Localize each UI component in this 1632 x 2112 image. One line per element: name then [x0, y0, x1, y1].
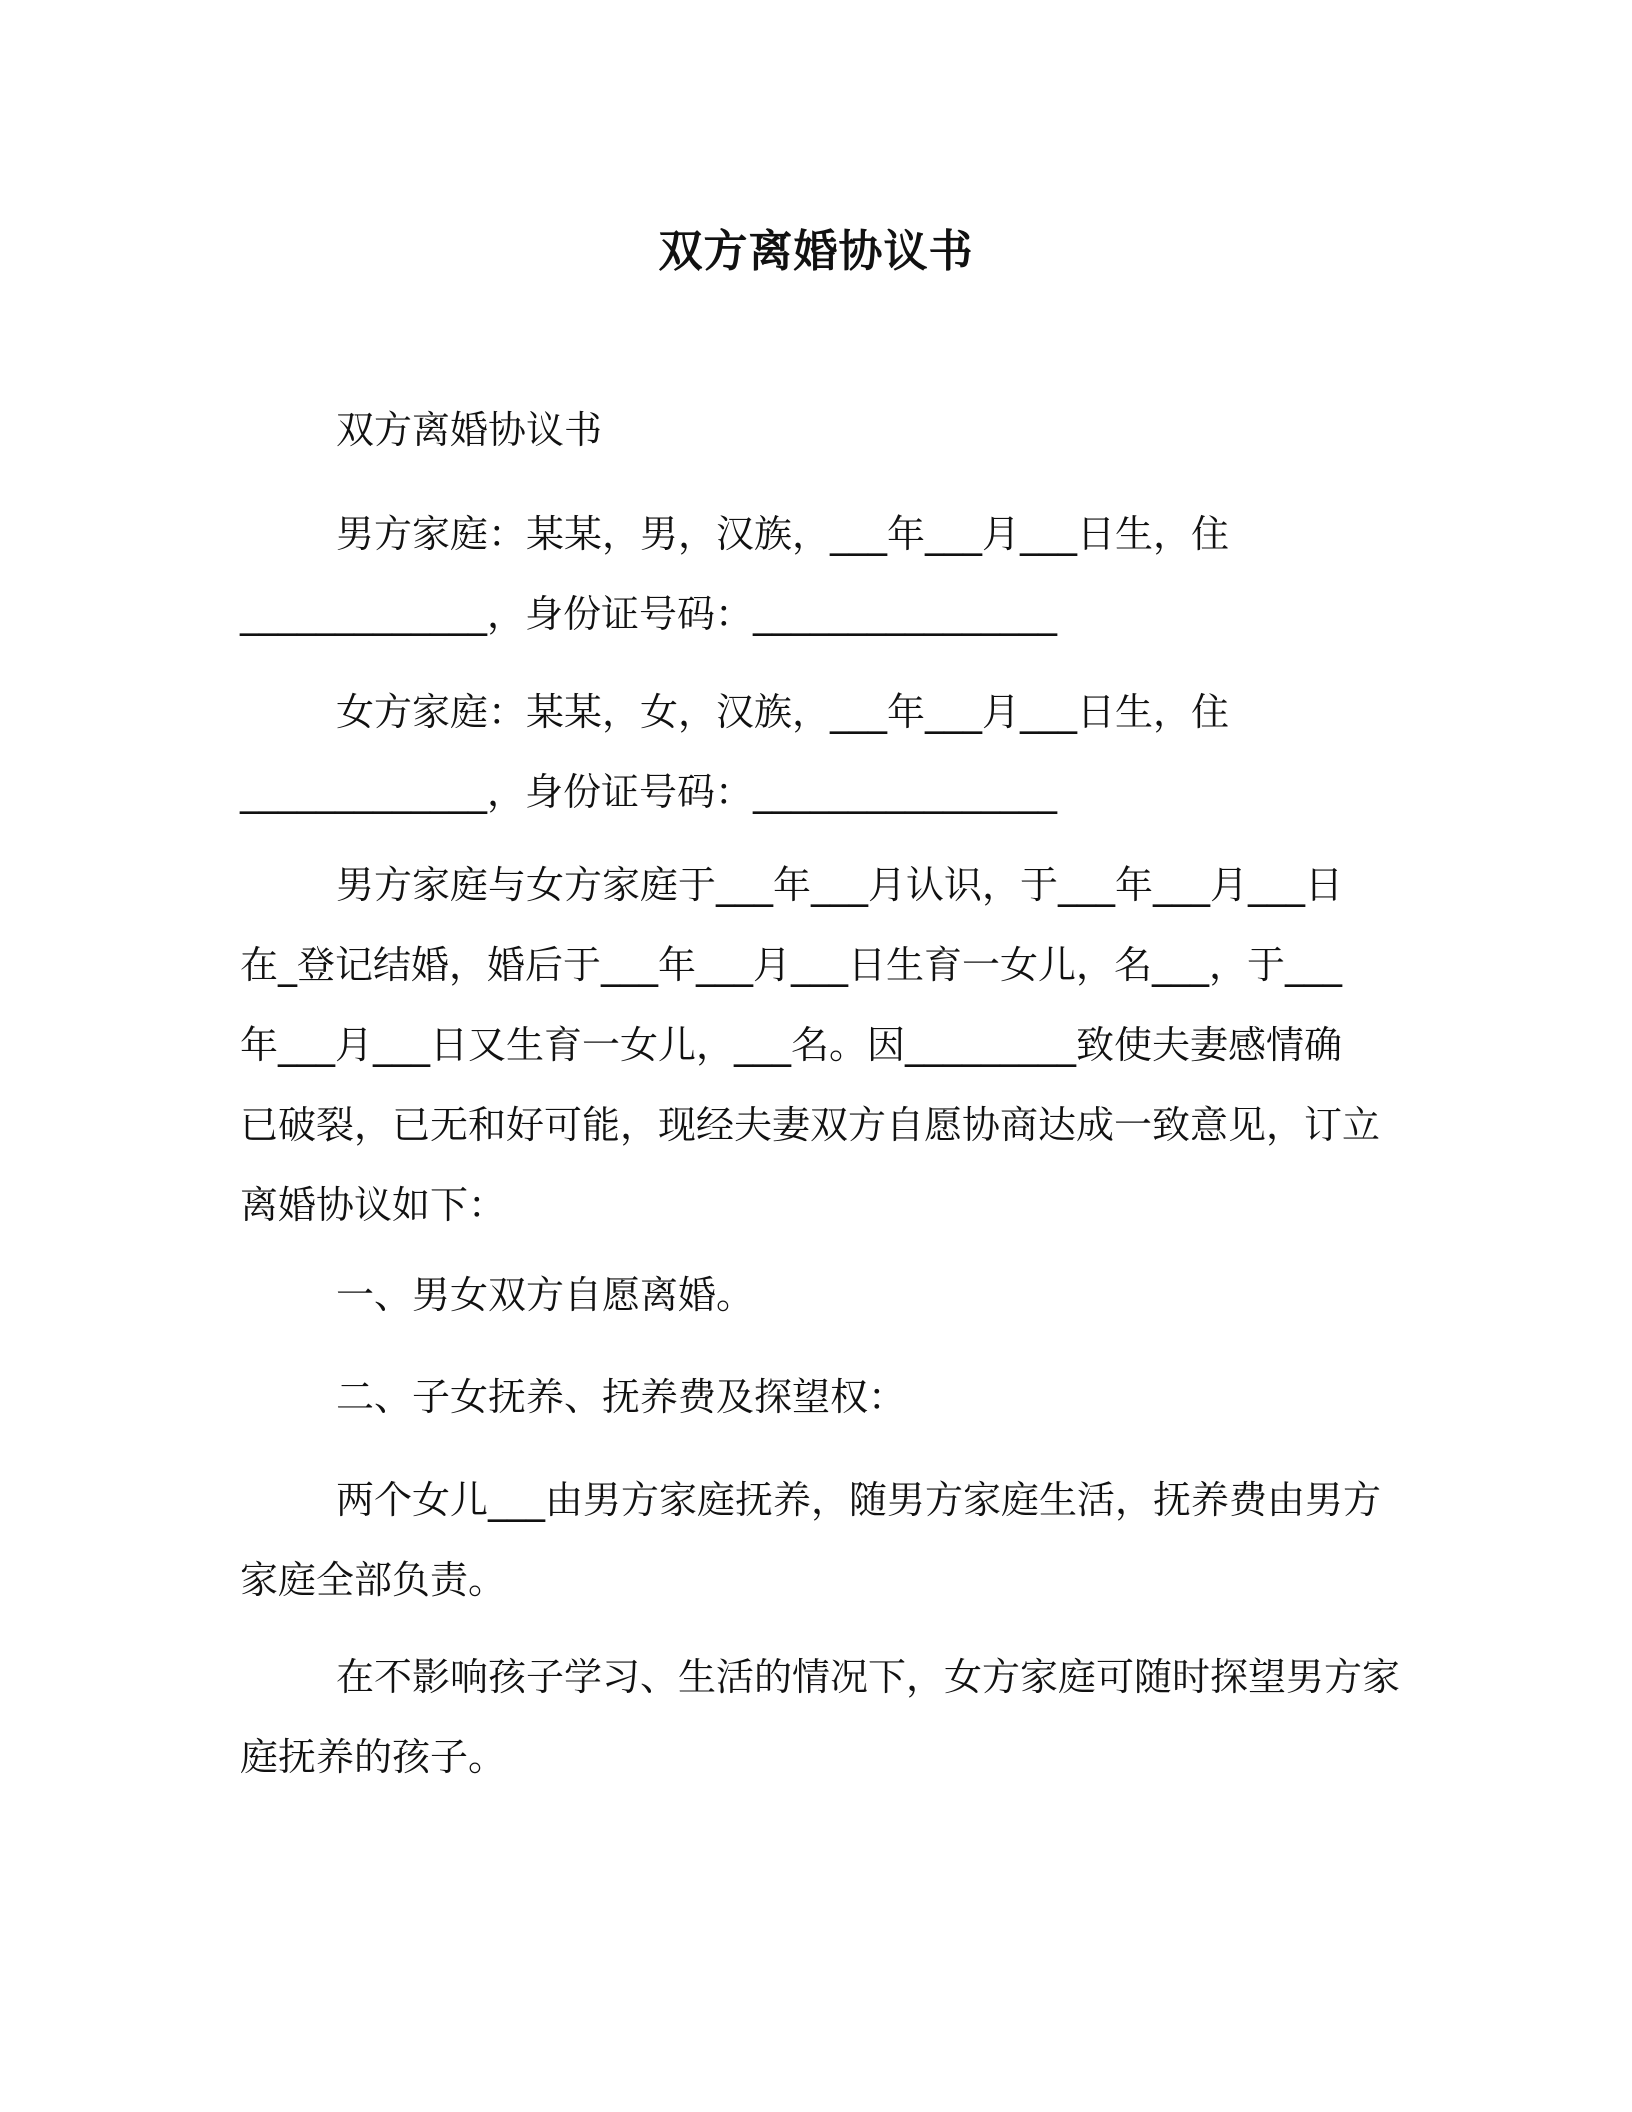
- paragraph-line: 在不影响孩子学习、生活的情况下，女方家庭可随时探望男方家: [336, 1655, 1401, 1699]
- paragraph-line: 两个女儿___由男方家庭抚养，随男方家庭生活，抚养费由男方: [336, 1478, 1382, 1522]
- paragraph-line: 女方家庭：某某，女，汉族，___年___月___日生，住: [336, 690, 1230, 734]
- paragraph-line: 双方离婚协议书: [336, 408, 603, 452]
- heading-paragraph: [240, 390, 1380, 470]
- paragraph-line: 二、子女抚养、抚养费及探望权：: [336, 1375, 907, 1419]
- paragraph-line: _____________，身份证号码：________________: [240, 592, 1058, 636]
- paragraph-line: 家庭全部负责。: [240, 1558, 507, 1602]
- paragraph-line: 男方家庭：某某，男，汉族，___年___月___日生，住: [336, 512, 1230, 556]
- paragraph-line: 一、男女双方自愿离婚。: [336, 1273, 755, 1317]
- paragraph-line: _____________，身份证号码：________________: [240, 770, 1058, 814]
- paragraph-line: 男方家庭与女方家庭于___年___月认识，于___年___月___日: [336, 863, 1344, 907]
- paragraph-line: 在_登记结婚，婚后于___年___月___日生育一女儿，名___，于___: [240, 943, 1343, 987]
- visitation-paragraph: [240, 1637, 1401, 1797]
- clause-two-heading: [240, 1357, 1380, 1437]
- marriage-history-paragraph: [240, 845, 1380, 1245]
- clause-one: [240, 1255, 1380, 1335]
- female-party-paragraph: [240, 672, 1380, 832]
- document-title: 双方离婚协议书: [658, 226, 974, 277]
- paragraph-line: 庭抚养的孩子。: [240, 1735, 507, 1779]
- paragraph-line: 年___月___日又生育一女儿，___名。因_________致使夫妻感情确: [240, 1023, 1343, 1067]
- paragraph-line: 已破裂，已无和好可能，现经夫妻双方自愿协商达成一致意见，订立: [240, 1103, 1381, 1147]
- paragraph-line: 离婚协议如下：: [240, 1183, 507, 1227]
- male-party-paragraph: [240, 494, 1380, 654]
- custody-paragraph: [240, 1460, 1380, 1620]
